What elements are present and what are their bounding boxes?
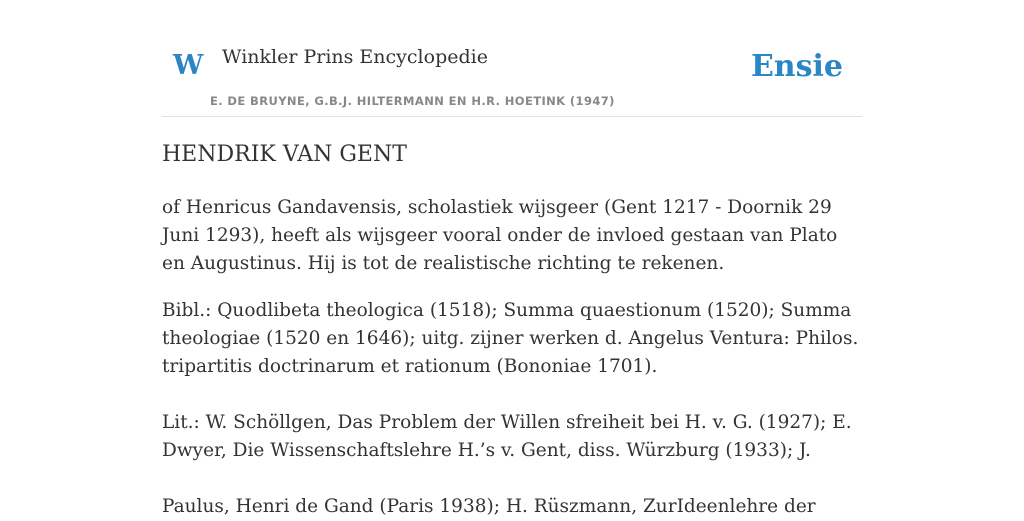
winkler-prins-logo-icon[interactable]: W <box>173 50 204 81</box>
authors-line: E. DE BRUYNE, G.B.J. HILTERMANN EN H.R. HOETINK (1947) <box>210 94 615 108</box>
article-title: HENDRIK VAN GENT <box>162 142 407 167</box>
site-header <box>162 0 862 117</box>
article-paragraph-definition: of Henricus Gandavensis, scholastiek wijsgeer (Gent 1217 - Doornik 29 Juni 1293), heeft als wijsgeer vooral onder de invloed gestaan van Plato en Augustinus. Hij is tot de realistische richting te rekenen. <box>162 197 838 274</box>
site-title[interactable]: Winkler Prins Encyclopedie <box>222 46 488 68</box>
article-paragraph-literature-continued: Paulus, Henri de Gand (Paris 1938); H. Rüszmann, ZurIdeenlehre der <box>162 496 816 517</box>
ensie-brand-logo[interactable]: Ensie <box>750 49 843 84</box>
article-paragraph-bibliography: Bibl.: Quodlibeta theologica (1518); Summa quaestionum (1520); Summa theologiae (1520 en 1646); uitg. zijner werken d. Angelus Ventura: Philos. tripartitis doctrinarum et rationum (Bononiae 1701). <box>162 300 859 377</box>
article <box>162 140 862 521</box>
article-paragraph-literature: Lit.: W. Schöllgen, Das Problem der Willen sfreiheit bei H. v. G. (1927); E. Dwyer, Die Wissenschaftslehre H.’s v. Gent, diss. Würzburg (1933); J. <box>162 412 852 461</box>
